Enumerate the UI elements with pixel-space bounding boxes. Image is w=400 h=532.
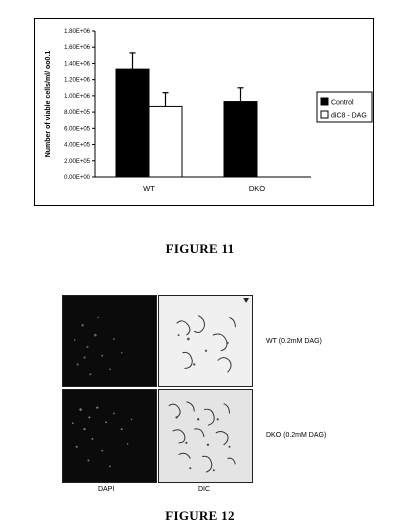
figure-11-caption: FIGURE 11 <box>165 241 235 256</box>
row-label-dko: DKO (0.2mM DAG) <box>266 432 327 439</box>
bar-dko-control <box>224 102 257 177</box>
figure-11-chart <box>34 18 374 206</box>
column-label-dapi: DAPI <box>98 486 115 493</box>
y-axis-title: Number of viable cells/ml/ oo0.1 <box>45 50 52 158</box>
y-tick-label: 1.40E+06 <box>64 61 90 68</box>
figure-12-micrographs <box>62 295 253 483</box>
y-tick-label: 1.20E+06 <box>64 77 90 84</box>
dapi-dko-panel <box>62 389 157 483</box>
y-tick-label: 1.60E+06 <box>64 45 90 52</box>
y-tick-label: 4.00E+05 <box>64 142 90 149</box>
figure-12-caption: FIGURE 12 <box>165 508 235 523</box>
row-label-wt: WT (0.2mM DAG) <box>266 338 322 345</box>
dapi-wt-panel <box>62 295 157 387</box>
bar-wt-dag <box>149 106 182 177</box>
y-tick-label: 1.00E+06 <box>64 93 90 100</box>
dic-dko-panel <box>158 389 253 483</box>
x-tick-label: WT <box>143 184 155 193</box>
legend-swatch <box>321 98 328 105</box>
column-label-dic: DIC <box>198 486 211 493</box>
dic-wt-panel <box>158 295 253 387</box>
y-tick-label: 2.00E+05 <box>64 158 90 165</box>
bar-wt-control <box>116 69 149 177</box>
y-tick-label: 6.00E+05 <box>64 126 90 133</box>
y-tick-label: 1.80E+06 <box>64 29 90 35</box>
legend-label: Control <box>331 99 354 107</box>
x-tick-label: DKO <box>248 184 266 193</box>
y-tick-label: 8.00E+05 <box>64 110 90 117</box>
legend-swatch <box>321 111 328 118</box>
legend-label: diC8 - DAG <box>331 112 367 120</box>
bar-chart <box>35 19 375 207</box>
y-tick-label: 0.00E+00 <box>64 175 90 181</box>
